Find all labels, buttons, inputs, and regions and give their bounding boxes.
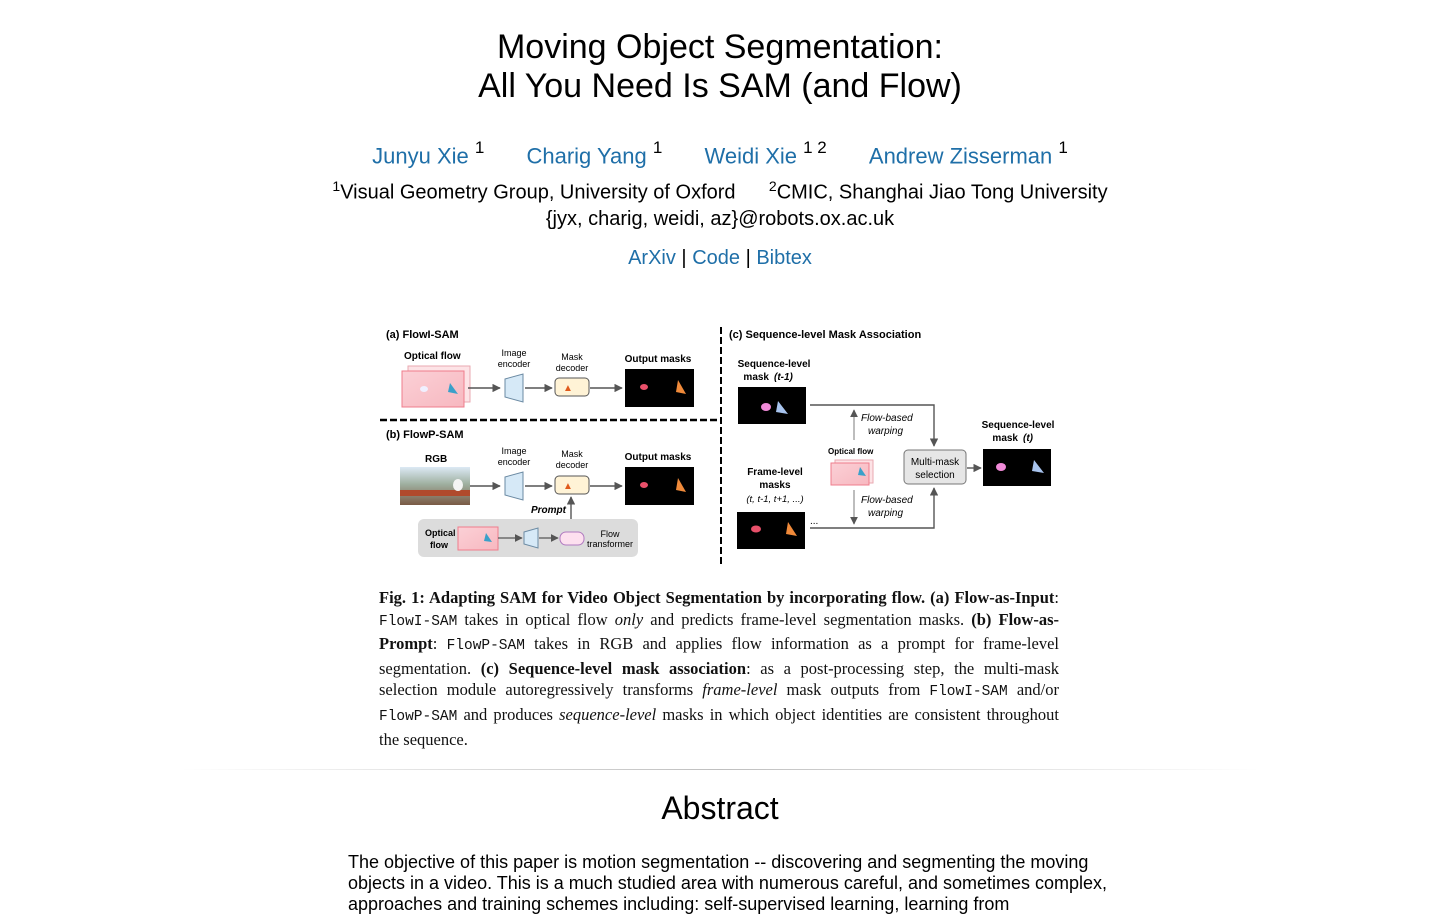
frame-masks-label: Frame-level [747,467,803,478]
multi-mask-label-2: selection [915,470,955,481]
prompt-encoder-icon [524,528,538,548]
mask-decoder-label-2: decoder [555,460,589,470]
fire-icon: ▲ [563,383,573,394]
mask-blob [640,482,648,488]
teaser-figure [378,322,1068,572]
frame-ellipsis: ... [810,516,819,527]
email: {jyx, charig, weidi, az}@robots.ox.ac.uk [545,208,895,230]
flow-warp-label-top-2: warping [868,426,904,437]
seq-mask-t-label: Sequence-level [981,420,1055,431]
code-link[interactable]: Code [692,247,740,269]
caption-c-andor: and/or [1007,680,1059,700]
author-item [704,140,826,169]
panel-b-label: (b) FlowP-SAM [386,429,464,441]
fire-icon: ▲ [563,481,573,492]
mask-blob [640,384,648,390]
flow-transformer-label: Flow [600,529,620,539]
rgb-wall [400,490,470,496]
seq-mask-prev-label: Sequence-level [737,359,811,370]
panel-a-label: (a) FlowI-SAM [386,329,459,341]
image-encoder-label-2: encoder [497,457,531,467]
mask-decoder-label-2: decoder [555,363,589,373]
arxiv-link[interactable]: ArXiv [628,247,676,269]
output-mask-b [625,467,694,505]
caption-c-frame: frame-level [702,680,778,700]
affiliations [0,178,1440,205]
seq-mask-prev-label-2: mask [743,372,769,383]
author-sup: 1 [652,138,663,157]
frame-blob [751,526,761,533]
affil-sup: 1 [332,178,341,194]
seq-blob [761,403,771,411]
caption-a-label: (a) Flow-as-Input [930,588,1055,607]
caption-c-seq: sequence-level [559,704,657,724]
image-encoder-icon [505,472,523,500]
figure-caption: Fig. 1: Adapting SAM for Video Object Segmentation by incorporating flow. (a) Flow-as-Input: FlowI-SAM takes in optical flow only and predicts frame-level segmentation masks. (b) Flow-as-Prompt: FlowP-SAM takes in RGB and applies flow information as a prompt for frame-level segmentation. (c) Sequence-level mask association: as a post-processing step, the multi-mask selection module autoregressively transforms frame-level mask outputs from FlowI-SAM and/or FlowP-SAM and produces sequence-level masks in which object identities are consistent throughout the sequence. [379,588,1060,749]
caption-c-text4: masks in which object identities are consistent throughout the sequence. [379,704,1060,749]
author-link[interactable]: Weidi Xie [704,143,797,169]
flow-transformer-label-2: transformer [586,539,634,549]
caption-b-label: (b) Flow-as-Prompt [379,609,1059,654]
abstract-heading: Abstract [661,790,779,826]
frame-masks-time: (t, t-1, t+1, ...) [746,494,804,505]
author-link[interactable]: Charig Yang [526,143,647,169]
flow-frame [402,371,464,407]
caption-c-name2: FlowP-SAM [379,708,458,725]
flow-label: flow [430,540,448,550]
multi-mask-label: Multi-mask [910,457,960,468]
author-sup: 1 [474,138,485,157]
caption-a-text1: takes in optical flow [457,609,615,629]
seq-mask-t-label-2: mask [992,433,1018,444]
seq-mask-t-time: (t) [1023,433,1033,444]
output-masks-label: Output masks [624,452,692,463]
seq-mask-t [983,449,1051,486]
mask-decoder-label: Mask [561,352,583,362]
mask-decoder-label: Mask [561,449,583,459]
optical-flow-label: Optical flow [404,351,461,362]
output-mask-a [625,369,694,407]
abstract-text: The objective of this paper is motion segmentation -- discovering and segmenting the moving objects in a video. This is a much studied area with numerous careful, and sometimes complex, approaches and training schemes including: self-supervised learning, learning from [348,852,1108,914]
image-encoder-icon [505,374,523,402]
image-encoder-label-2: encoder [497,359,531,369]
affil-name: Visual Geometry Group, University of Oxford [340,181,736,204]
author-item [526,140,662,169]
rgb-bird [453,479,463,491]
caption-c-text1: : as a post-processing step, the multi-mask selection module autoregressively transforms [379,658,1059,700]
panel-c-label: (c) Sequence-level Mask Association [729,329,922,341]
bibtex-link[interactable]: Bibtex [756,247,812,269]
seq-mask-prev-time: (t-1) [774,372,793,383]
section-divider [180,769,1260,770]
flow-warp-label-bottom-2: warping [868,508,904,519]
title-line-2: All You Need Is SAM (and Flow) [478,67,962,105]
rgb-label: RGB [425,454,448,465]
frame-masks-label-2: masks [759,480,791,491]
caption-b-name: FlowP-SAM [446,638,525,655]
caption-c-name1: FlowI-SAM [929,684,1008,701]
caption-c-text2: mask outputs from [777,680,930,700]
link-separator: | [745,247,751,269]
caption-a-only: only [614,609,644,629]
frame-masks [737,512,805,549]
author-link[interactable]: Junyu Xie [372,143,469,169]
optical-label: Optical [425,528,456,538]
author-link[interactable]: Andrew Zisserman [868,143,1053,169]
author-sup: 1 2 [803,138,827,157]
image-encoder-label: Image [501,446,527,456]
page-title [0,28,1440,106]
seq-blob [996,463,1006,471]
flow-blob [420,386,428,392]
author-item [372,140,484,169]
author-item [869,140,1068,169]
affil-sup: 2 [768,178,777,194]
affil-name: CMIC, Shanghai Jiao Tong University [776,181,1108,204]
prompt-label: Prompt [531,505,566,516]
paper-links [0,247,1440,270]
caption-c-label: (c) Sequence-level mask association [480,658,747,678]
link-separator: | [681,247,687,269]
flow-transformer-block [560,532,584,545]
caption-c-text3: and produces [457,704,560,724]
caption-a-name: FlowI-SAM [379,613,458,630]
caption-a-text2: and predicts frame-level segmentation masks. [643,609,972,629]
author-list [0,140,1440,169]
caption-fig-label: Fig. 1: Adapting SAM for Video Object Segmentation by incorporating flow. [379,588,926,607]
flow-warp-label-top: Flow-based [861,413,913,424]
flow-warp-label-bottom: Flow-based [861,495,913,506]
seq-mask-prev [738,387,806,424]
prompt-flow-frame [458,527,498,550]
image-encoder-label: Image [501,348,527,358]
output-masks-label: Output masks [624,354,692,365]
author-sup: 1 [1058,138,1068,157]
title-line-1: Moving Object Segmentation: [496,28,944,66]
optical-flow-small-label: Optical flow [828,447,874,456]
caption-b-text: takes in RGB and applies flow information as a prompt for frame-level segmentation. [379,634,1059,678]
